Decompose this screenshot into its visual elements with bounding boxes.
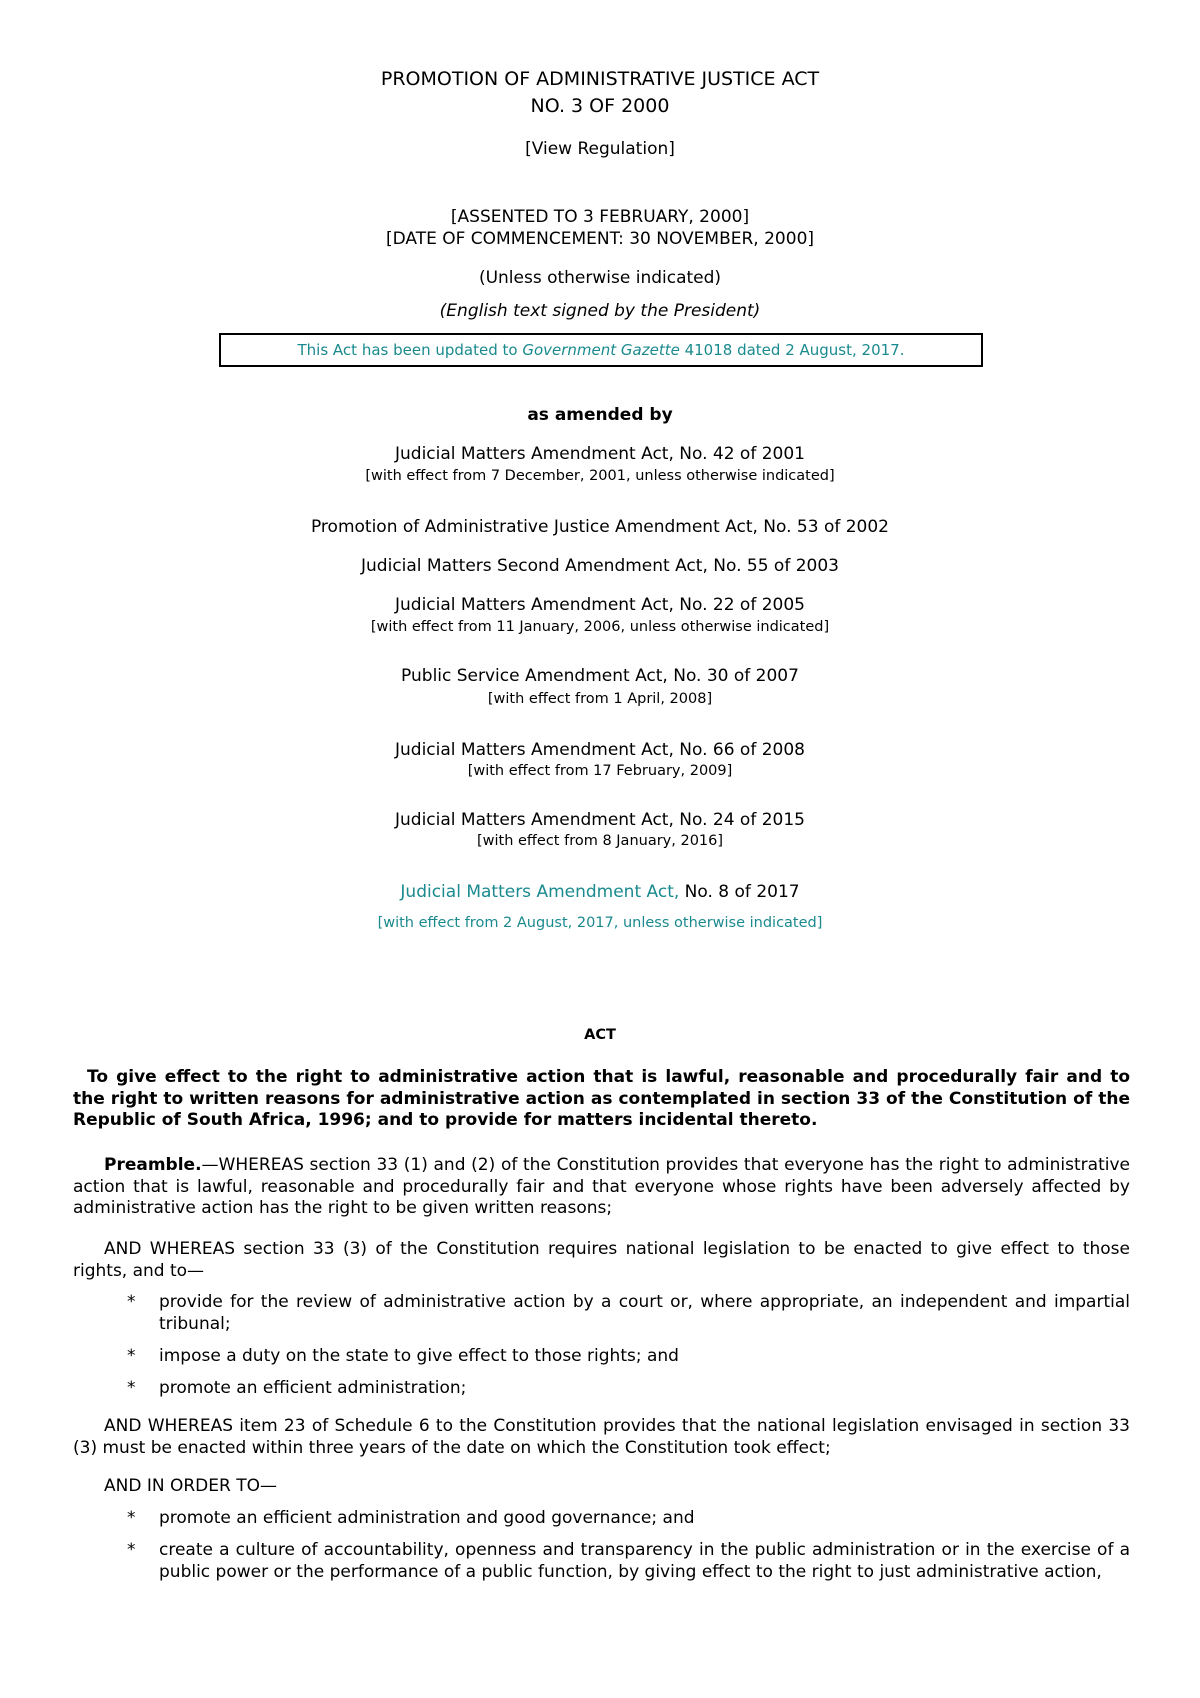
- amendment-effect: [with effect from 11 January, 2006, unless otherwise indicated]: [370, 619, 830, 635]
- amendment-effect: [with effect from 17 February, 2009]: [467, 763, 733, 779]
- english-text-note: (English text signed by the President): [439, 301, 761, 321]
- amendment-effect: [with effect from 8 January, 2016]: [476, 833, 724, 849]
- latest-amendment-link[interactable]: Judicial Matters Amendment Act,: [400, 882, 680, 902]
- list-item-text: promote an efficient administration and good governance; and: [159, 1508, 695, 1528]
- list-item: [73, 1346, 1130, 1368]
- preamble-text: —WHEREAS section 33 (1) and (2) of the Constitution provides that everyone has the right to administrative action that is lawful, reasonable and procedurally fair and that everyone whose rights have been adversely affected by administrative action has the right to be given written reasons;: [73, 1155, 1130, 1218]
- list-item: [73, 1540, 1130, 1583]
- act-number: NO. 3 OF 2000: [530, 95, 670, 117]
- list-item-text: create a culture of accountability, openness and transparency in the public administration or in the exercise of a public power or the performance of a public function, by giving effect to the right to just administrative action,: [159, 1540, 1130, 1582]
- preamble-label: Preamble.: [104, 1155, 202, 1175]
- long-title: To give effect to the right to administrative action that is lawful, reasonable and procedurally fair and to the right to written reasons for administrative action as contemplated in section 33 of the Constitution of the Republic of South Africa, 1996; and to provide for matters incidental thereto.: [73, 1067, 1130, 1130]
- latest-amendment-name: [0, 882, 1200, 902]
- amendment-name: Judicial Matters Amendment Act, No. 22 of 2005: [395, 595, 805, 615]
- list-item-text: provide for the review of administrative action by a court or, where appropriate, an independent and impartial tribunal;: [159, 1292, 1130, 1334]
- unless-indicated: (Unless otherwise indicated): [478, 268, 722, 288]
- update-notice-prefix: This Act has been updated to: [297, 341, 523, 359]
- list-item-text: impose a duty on the state to give effect to those rights; and: [159, 1346, 679, 1366]
- list-item: [73, 1378, 1130, 1400]
- whereas-paragraph: AND WHEREAS item 23 of Schedule 6 to the Constitution provides that the national legislation envisaged in section 33 (3) must be enacted within three years of the date on which the Constitution took effect;: [73, 1416, 1130, 1458]
- act-heading: ACT: [584, 1027, 616, 1043]
- assented-date: [ASSENTED TO 3 FEBRUARY, 2000]: [450, 207, 750, 227]
- amendment-name: Judicial Matters Second Amendment Act, No. 55 of 2003: [361, 556, 839, 576]
- amendment-name: Judicial Matters Amendment Act, No. 66 of 2008: [395, 740, 805, 760]
- amendment-name: Judicial Matters Amendment Act, No. 24 of 2015: [395, 810, 805, 830]
- list-item-text: promote an efficient administration;: [159, 1378, 467, 1398]
- list-item: [73, 1508, 1130, 1530]
- bullet-symbol: *: [127, 1540, 136, 1560]
- gazette-name: Government Gazette: [522, 341, 680, 359]
- bullet-symbol: *: [127, 1378, 136, 1398]
- update-notice-box: [219, 333, 983, 367]
- bullet-symbol: *: [127, 1508, 136, 1528]
- amendment-name: Public Service Amendment Act, No. 30 of 2007: [401, 666, 799, 686]
- act-title: PROMOTION OF ADMINISTRATIVE JUSTICE ACT: [380, 68, 820, 90]
- amendment-effect: [with effect from 7 December, 2001, unless otherwise indicated]: [365, 468, 835, 484]
- bullet-symbol: *: [127, 1292, 136, 1312]
- amendment-name: Judicial Matters Amendment Act, No. 42 of 2001: [395, 444, 805, 464]
- latest-amendment-effect: [with effect from 2 August, 2017, unless otherwise indicated]: [377, 915, 823, 931]
- update-notice-suffix: 41018 dated 2 August, 2017.: [679, 341, 905, 359]
- commencement-date: [DATE OF COMMENCEMENT: 30 NOVEMBER, 2000]: [385, 229, 815, 249]
- whereas-paragraph: AND WHEREAS section 33 (3) of the Constitution requires national legislation to be enacted to give effect to those rights, and to—: [73, 1239, 1130, 1281]
- amendment-name: Promotion of Administrative Justice Amendment Act, No. 53 of 2002: [310, 517, 890, 537]
- preamble-paragraph: [73, 1155, 1130, 1220]
- view-regulation-link[interactable]: [View Regulation]: [525, 139, 675, 159]
- latest-amendment-number: No. 8 of 2017: [679, 882, 800, 902]
- list-item: [73, 1292, 1130, 1335]
- amendment-effect: [with effect from 1 April, 2008]: [487, 691, 713, 707]
- amended-by-heading: as amended by: [527, 405, 673, 425]
- bullet-symbol: *: [127, 1346, 136, 1366]
- in-order-to: AND IN ORDER TO—: [104, 1476, 277, 1496]
